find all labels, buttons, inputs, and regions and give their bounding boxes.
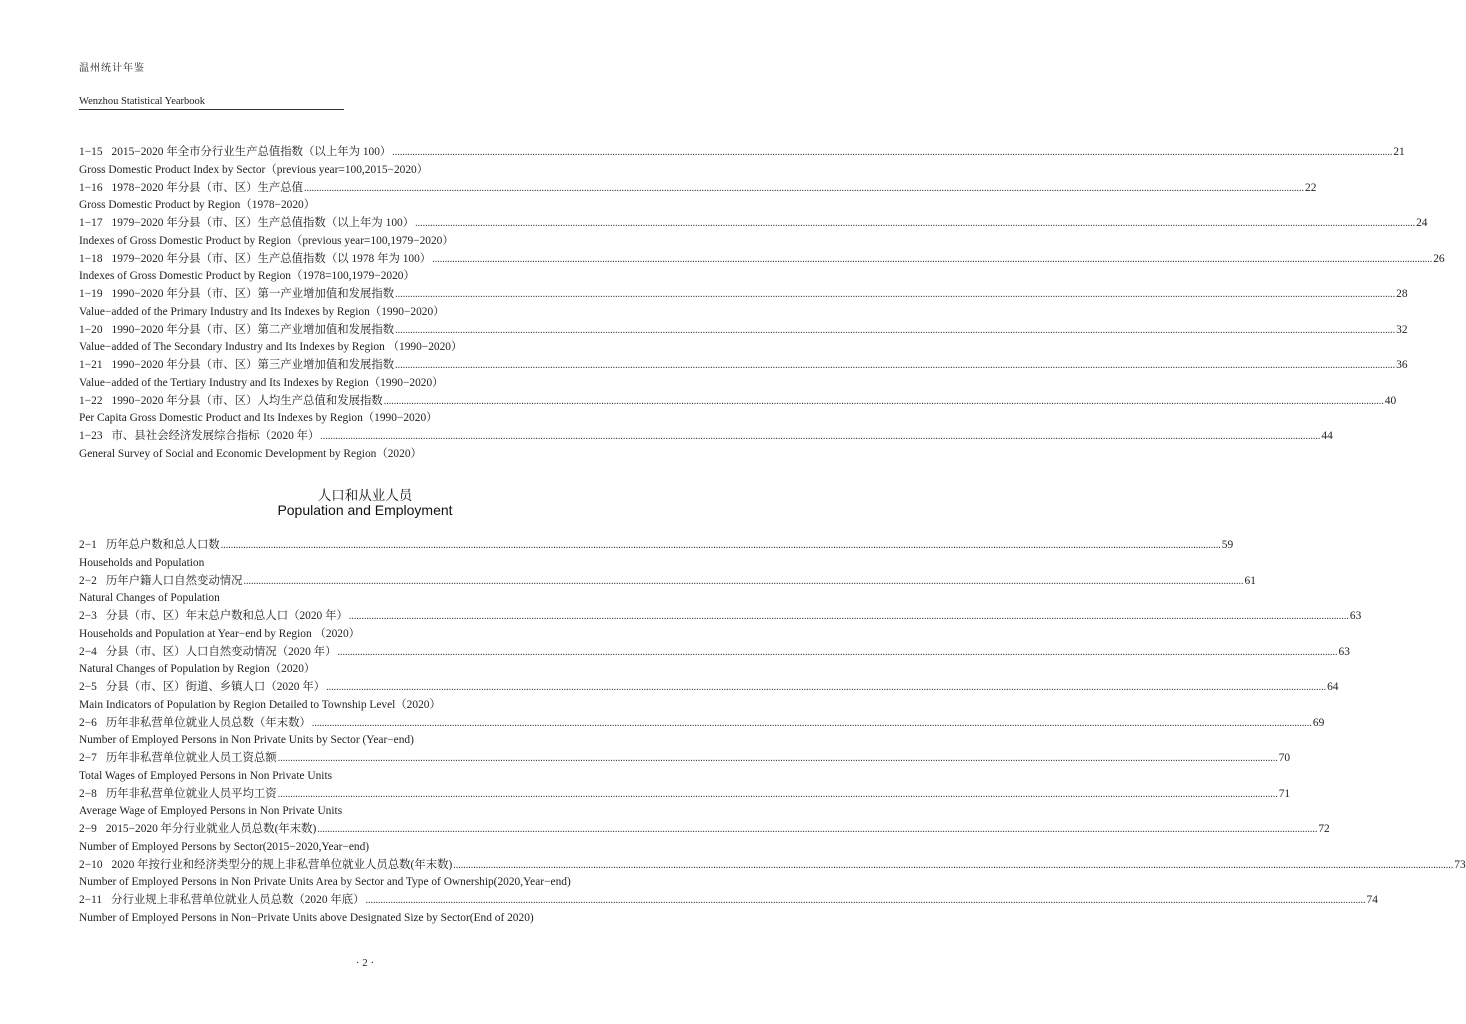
- toc-entry-page: 73: [1454, 858, 1466, 871]
- toc-entry-number: 1−22: [79, 394, 103, 407]
- toc-leader-dots: ................................................................................................................................................................................................................................................................................................................................................................................................................: [365, 895, 1366, 906]
- toc-entry[interactable]: [79, 821, 1330, 839]
- toc-entry[interactable]: [79, 357, 1408, 375]
- toc-entry-title: 分县（市、区）人口自然变动情况（2020 年）: [105, 645, 337, 658]
- toc-entry-title: 1979−2020 年分县（市、区）生产总值指数（以上年为 100）: [111, 217, 415, 229]
- toc-entry-number: 2−4: [79, 645, 97, 658]
- toc-entry-title: 分行业规上非私营单位就业人员总数（2020 年底）: [111, 894, 365, 906]
- toc-leader-dots: ................................................................................................................................................................................................................................................................................................................................................................................................................: [453, 859, 1454, 871]
- toc-entry-page: 32: [1396, 323, 1408, 336]
- toc-leader-dots: ................................................................................................................................................................................................................................................................................................................................................................................................................: [432, 253, 1433, 265]
- toc-entry-page: 44: [1321, 430, 1333, 442]
- toc-leader-dots: ................................................................................................................................................................................................................................................................................................................................................................................................................: [395, 324, 1396, 336]
- toc-entry[interactable]: [79, 786, 1291, 804]
- toc-entry-title-en: Value−added of The Secondary Industry and Its Indexes by Region （1990−2020）: [79, 341, 463, 354]
- toc-entry-number: 2−10: [79, 858, 103, 871]
- toc-entry[interactable]: [79, 892, 1378, 910]
- toc-leader-dots: ................................................................................................................................................................................................................................................................................................................................................................................................................: [277, 753, 1278, 764]
- toc-entry-title-en: Per Capita Gross Domestic Product and Its Indexes by Region（1990−2020）: [79, 412, 438, 425]
- toc-entry[interactable]: [79, 215, 1428, 233]
- toc-entry[interactable]: [79, 144, 1405, 162]
- toc-entry-page: 69: [1312, 716, 1325, 729]
- toc-entry-title: 1990−2020 年分县（市、区）第一产业增加值和发展指数: [111, 288, 395, 300]
- toc-entry[interactable]: [79, 644, 1350, 662]
- toc-leader-dots: ................................................................................................................................................................................................................................................................................................................................................................................................................: [243, 575, 1244, 587]
- toc-leader-dots: ................................................................................................................................................................................................................................................................................................................................................................................................................: [277, 788, 1278, 800]
- toc-entry-title-en: General Survey of Social and Economic Development by Region（2020）: [79, 447, 422, 460]
- toc-entry[interactable]: [79, 251, 1445, 269]
- toc-leader-dots: ................................................................................................................................................................................................................................................................................................................................................................................................................: [415, 218, 1416, 229]
- toc-entry[interactable]: [79, 393, 1397, 411]
- toc-entry-title: 1990−2020 年分县（市、区）人均生产总值和发展指数: [111, 394, 383, 407]
- toc-entry-title-en: Average Wage of Employed Persons in Non Private Units: [79, 805, 343, 818]
- toc-entry-number: 1−15: [79, 146, 103, 158]
- toc-entry-page: 64: [1327, 681, 1339, 693]
- toc-entry-number: 1−21: [79, 359, 103, 371]
- toc-entry-number: 2−2: [79, 574, 97, 587]
- toc-leader-dots: ................................................................................................................................................................................................................................................................................................................................................................................................................: [395, 289, 1396, 300]
- toc-entry-title-en: Indexes of Gross Domestic Product by Region（previous year=100,1979−2020）: [79, 234, 454, 247]
- toc-entry-page: 61: [1244, 574, 1256, 587]
- toc-entry-title: 历年户籍人口自然变动情况: [105, 574, 243, 587]
- toc-entry-page: 63: [1338, 645, 1350, 658]
- toc-leader-dots: ................................................................................................................................................................................................................................................................................................................................................................................................................: [383, 395, 1384, 407]
- toc-leader-dots: ................................................................................................................................................................................................................................................................................................................................................................................................................: [395, 360, 1396, 371]
- toc-entry-number: 2−11: [79, 894, 103, 906]
- toc-entry-number: 1−18: [79, 252, 103, 265]
- toc-entry-number: 2−8: [79, 787, 97, 800]
- toc-entry-number: 2−5: [79, 681, 97, 693]
- toc-entry[interactable]: [79, 428, 1333, 446]
- toc-entry-title-en: Total Wages of Employed Persons in Non Private Units: [79, 769, 333, 782]
- toc-entry-number: 2−3: [79, 610, 97, 622]
- toc-entry[interactable]: [79, 750, 1291, 768]
- toc-national-accounts: [79, 144, 1445, 464]
- toc-entry-page: 72: [1318, 823, 1330, 835]
- toc-entry-title: 1979−2020 年分县（市、区）生产总值指数（以 1978 年为 100）: [111, 252, 432, 265]
- toc-entry-title: 历年非私营单位就业人员总数（年末数）: [105, 716, 311, 729]
- toc-entry-title-en: Number of Employed Persons in Non Private Units by Sector (Year−end): [79, 734, 414, 747]
- toc-entry-title: 2015−2020 年分行业就业人员总数(年末数): [105, 823, 317, 835]
- toc-entry-number: 1−17: [79, 217, 103, 229]
- toc-leader-dots: ................................................................................................................................................................................................................................................................................................................................................................................................................: [392, 147, 1393, 158]
- toc-entry-title-en: Number of Employed Persons by Sector(2015−2020,Year−end): [79, 840, 370, 853]
- toc-entry-page: 71: [1278, 787, 1291, 800]
- toc-entry-page: 36: [1396, 359, 1408, 371]
- toc-entry-title-en: Gross Domestic Product by Region（1978−2020）: [79, 199, 316, 212]
- toc-entry-number: 1−23: [79, 430, 103, 442]
- toc-entry-page: 24: [1416, 217, 1428, 229]
- toc-leader-dots: ................................................................................................................................................................................................................................................................................................................................................................................................................: [348, 611, 1349, 622]
- toc-entry-title: 1978−2020 年分县（市、区）生产总值: [111, 181, 304, 194]
- toc-entry-page: 59: [1221, 539, 1234, 551]
- toc-entry[interactable]: [79, 322, 1408, 340]
- toc-entry[interactable]: [79, 573, 1256, 591]
- toc-leader-dots: ................................................................................................................................................................................................................................................................................................................................................................................................................: [326, 682, 1327, 693]
- toc-entry-title-en: Number of Employed Persons in Non Private Units Area by Sector and Type of Ownership(2020,Year−end): [79, 876, 571, 889]
- toc-entry[interactable]: [79, 679, 1339, 697]
- toc-entry-title: 市、县社会经济发展综合指标（2020 年）: [111, 430, 320, 442]
- toc-entry-title-en: Indexes of Gross Domestic Product by Region（1978=100,1979−2020）: [79, 270, 415, 283]
- toc-entry-title: 2020 年按行业和经济类型分的规上非私营单位就业人员总数(年末数): [111, 858, 453, 871]
- toc-entry-number: 2−6: [79, 716, 97, 729]
- toc-entry[interactable]: [79, 857, 1466, 875]
- toc-entry[interactable]: [79, 608, 1362, 626]
- toc-entry-page: 40: [1384, 394, 1397, 407]
- toc-entry-page: 21: [1393, 146, 1405, 158]
- toc-population-employment: [79, 537, 1466, 928]
- toc-entry-page: 70: [1278, 752, 1291, 764]
- toc-entry-number: 1−20: [79, 323, 103, 336]
- toc-entry-title-en: Households and Population at Year−end by Region （2020）: [79, 627, 361, 640]
- toc-entry-title-en: Main Indicators of Population by Region Detailed to Township Level（2020）: [79, 698, 441, 711]
- toc-entry-title-en: Natural Changes of Population: [79, 592, 220, 605]
- toc-entry-page: 74: [1366, 894, 1378, 906]
- toc-leader-dots: ................................................................................................................................................................................................................................................................................................................................................................................................................: [304, 182, 1305, 194]
- toc-entry-page: 28: [1396, 288, 1408, 300]
- toc-entry-number: 2−7: [79, 752, 97, 764]
- section-title-cn: 人口和从业人员: [317, 488, 413, 504]
- toc-entry-page: 63: [1349, 610, 1362, 622]
- toc-leader-dots: ................................................................................................................................................................................................................................................................................................................................................................................................................: [311, 717, 1312, 729]
- header-rule: [79, 109, 344, 110]
- toc-entry-page: 26: [1433, 252, 1445, 265]
- toc-entry-title: 历年非私营单位就业人员工资总额: [105, 752, 277, 764]
- toc-leader-dots: ................................................................................................................................................................................................................................................................................................................................................................................................................: [320, 431, 1321, 442]
- toc-entry-number: 1−19: [79, 288, 103, 300]
- toc-entry-title: 分县（市、区）街道、乡镇人口（2020 年）: [105, 681, 326, 693]
- toc-entry-title: 1990−2020 年分县（市、区）第二产业增加值和发展指数: [111, 323, 395, 336]
- toc-entry-title-en: Households and Population: [79, 556, 205, 569]
- toc-entry-title: 历年非私营单位就业人员平均工资: [105, 787, 277, 800]
- toc-entry[interactable]: [79, 180, 1317, 198]
- section-title-en: Population and Employment: [277, 502, 453, 518]
- toc-entry-title-en: Number of Employed Persons in Non−Private Units above Designated Size by Sector(End of 2020): [79, 911, 534, 924]
- toc-entry-title: 2015−2020 年全市分行业生产总值指数（以上年为 100）: [111, 146, 392, 158]
- toc-entry[interactable]: [79, 715, 1325, 733]
- toc-entry-title-en: Value−added of the Primary Industry and Its Indexes by Region（1990−2020）: [79, 305, 445, 318]
- toc-entry-title: 1990−2020 年分县（市、区）第三产业增加值和发展指数: [111, 359, 395, 371]
- yearbook-title-en: Wenzhou Statistical Yearbook: [79, 96, 206, 107]
- toc-leader-dots: ................................................................................................................................................................................................................................................................................................................................................................................................................: [337, 646, 1338, 658]
- toc-leader-dots: ................................................................................................................................................................................................................................................................................................................................................................................................................: [220, 540, 1221, 551]
- toc-entry[interactable]: [79, 286, 1408, 304]
- toc-entry-number: 1−16: [79, 181, 103, 194]
- page-number: · 2 ·: [355, 957, 375, 969]
- toc-entry-title-en: Gross Domestic Product Index by Sector（previous year=100,2015−2020）: [79, 163, 429, 176]
- toc-entry[interactable]: [79, 537, 1234, 555]
- toc-entry-number: 2−9: [79, 823, 97, 835]
- toc-entry-title-en: Value−added of the Tertiary Industry and Its Indexes by Region（1990−2020）: [79, 376, 444, 389]
- toc-entry-title: 分县（市、区）年末总户数和总人口（2020 年）: [105, 610, 348, 622]
- toc-entry-page: 22: [1305, 181, 1317, 194]
- toc-entry-title-en: Natural Changes of Population by Region（2020）: [79, 663, 316, 676]
- toc-entry-title: 历年总户数和总人口数: [105, 539, 220, 551]
- toc-entry-number: 2−1: [79, 539, 97, 551]
- toc-leader-dots: ................................................................................................................................................................................................................................................................................................................................................................................................................: [317, 824, 1318, 835]
- yearbook-title-cn: 温州统计年鉴: [79, 63, 145, 74]
